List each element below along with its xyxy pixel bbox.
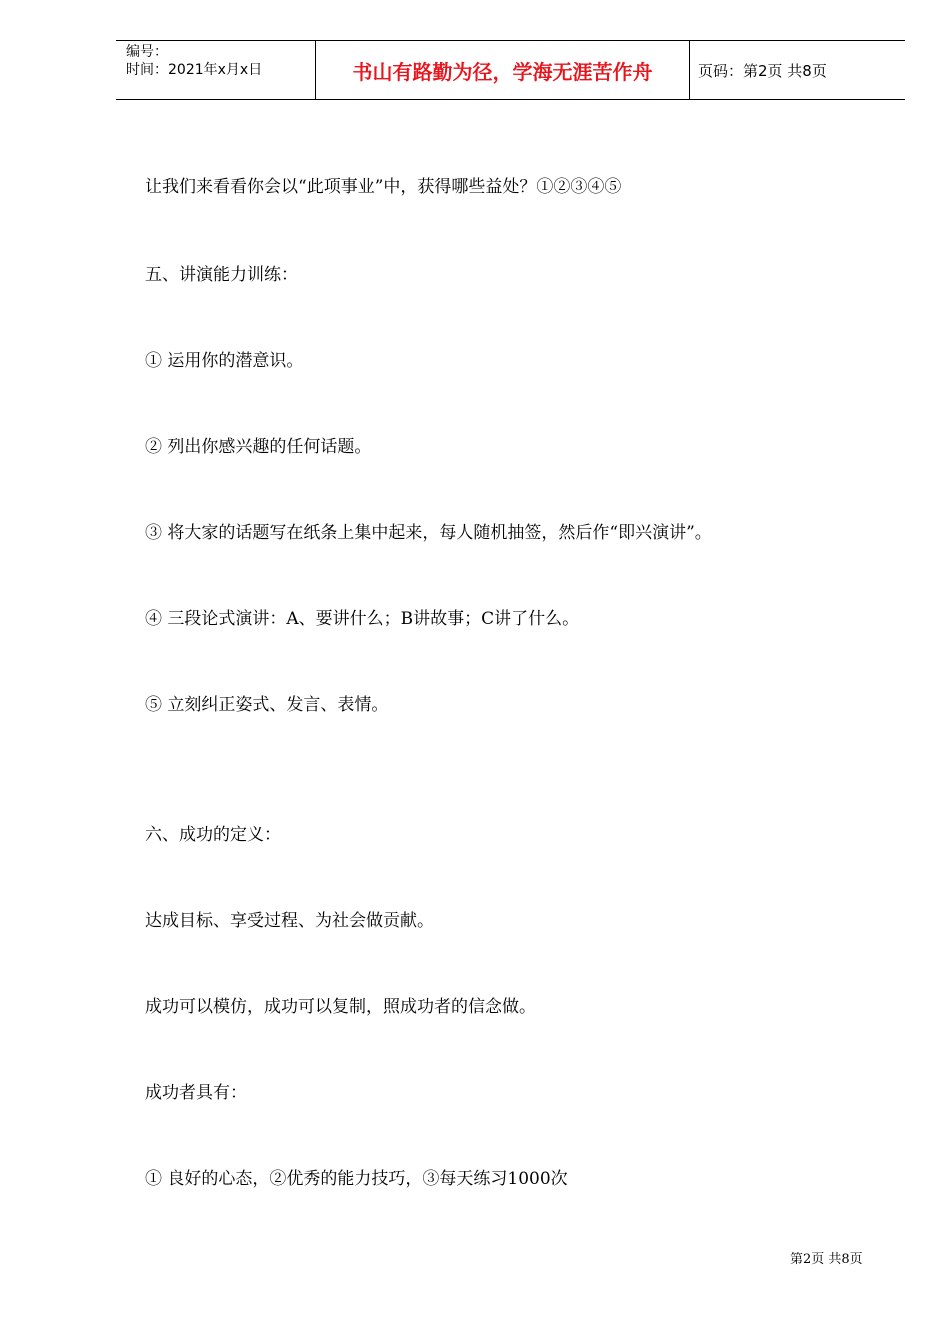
paragraph: 成功者具有： <box>145 1083 247 1103</box>
list-item: ⑤ 立刻纠正姿式、发言、表情。 <box>145 695 389 715</box>
list-item: ④ 三段论式演讲：A、要讲什么；B讲故事；C讲了什么。 <box>145 609 580 629</box>
section-heading-speech-training: 五、讲演能力训练： <box>145 265 298 285</box>
header-meta <box>116 41 316 99</box>
number-label: 编号： <box>126 44 168 60</box>
page-header <box>116 40 905 100</box>
paragraph: 成功可以模仿，成功可以复制，照成功者的信念做。 <box>145 997 536 1017</box>
list-item: ① 良好的心态，②优秀的能力技巧，③每天练习1000次 <box>145 1169 568 1189</box>
paragraph-benefits: 让我们来看看你会以“此项事业”中，获得哪些益处？①②③④⑤ <box>145 177 622 197</box>
list-item: ① 运用你的潜意识。 <box>145 351 304 371</box>
paragraph: 达成目标、享受过程、为社会做贡献。 <box>145 911 434 931</box>
header-page-label: 页码：第2页 共8页 <box>698 61 827 80</box>
page-footer: 第2页 共8页 <box>790 1252 863 1267</box>
list-item: ③ 将大家的话题写在纸条上集中起来，每人随机抽签，然后作“即兴演讲”。 <box>145 523 712 543</box>
header-motto: 书山有路勤为径，学海无涯苦作舟 <box>316 41 690 99</box>
list-item: ② 列出你感兴趣的任何话题。 <box>145 437 372 457</box>
section-heading-success-definition: 六、成功的定义： <box>145 825 281 845</box>
time-label: 时间：2021年x月x日 <box>126 62 263 78</box>
